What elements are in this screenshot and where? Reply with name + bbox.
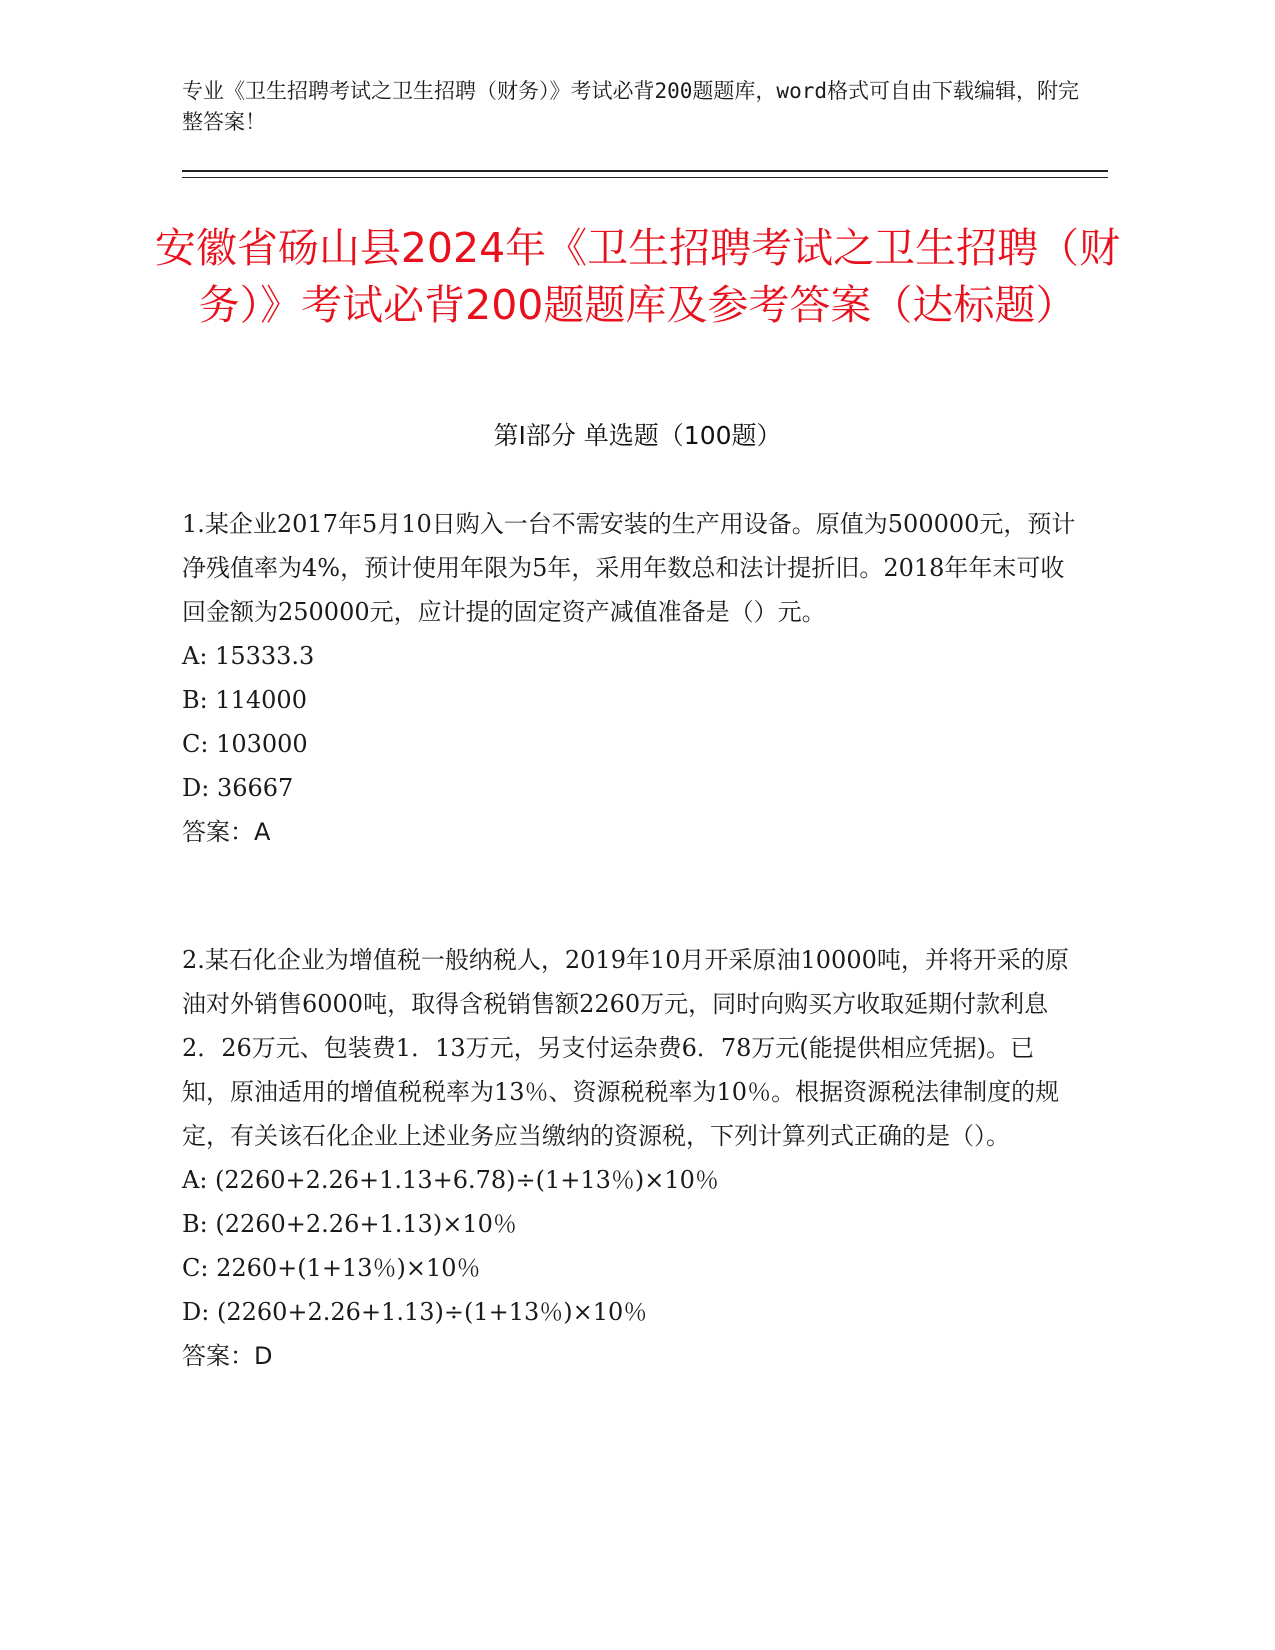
option-a: A: 15333.3 (182, 642, 315, 670)
option-a: A: (2260+2.26+1.13+6.78)÷(1+13％)×10％ (182, 1166, 719, 1194)
option-b: B: (2260+2.26+1.13)×10％ (182, 1210, 517, 1238)
question-1 (182, 502, 1082, 854)
option-b: B: 114000 (182, 686, 307, 714)
question-stem: 2.某石化企业为增值税一般纳税人，2019年10月开采原油10000吨，并将开采的原油对外销售6000吨，取得含税销售额2260万元，同时向购买方收取延期付款利息2．26万元、包装费1．13万元，另支付运杂费6．78万元(能提供相应凭据)。已知，原油适用的增值税税率为13％、资源税税率为10％。根据资源税法律制度的规定，有关该石化企业上述业务应当缴纳的资源税，下列计算列式正确的是（）。 (182, 946, 1069, 1150)
answer: 答案：A (182, 818, 271, 846)
option-d: D: (2260+2.26+1.13)÷(1+13％)×10％ (182, 1298, 648, 1326)
section-title: 第I部分 单选题（100题） (493, 421, 782, 450)
answer: 答案：D (182, 1342, 273, 1370)
document-title: 安徽省砀山县2024年《卫生招聘考试之卫生招聘（财务）》考试必背200题题库及参考答案（达标题） (154, 224, 1121, 329)
header-note: 专业《卫生招聘考试之卫生招聘（财务）》考试必背200题题库，word格式可自由下载编辑，附完整答案！ (182, 79, 1079, 134)
option-d: D: 36667 (182, 774, 294, 802)
option-c: C: 2260+(1+13％)×10％ (182, 1254, 481, 1282)
question-stem: 1.某企业2017年5月10日购入一台不需安装的生产用设备。原值为500000元，预计净残值率为4%，预计使用年限为5年，采用年数总和法计提折旧。2018年年末可收回金额为250000元，应计提的固定资产减值准备是（）元。 (182, 510, 1076, 626)
question-2 (182, 938, 1082, 1378)
header-divider-thick (182, 170, 1108, 172)
header-divider-thin (182, 177, 1108, 178)
option-c: C: 103000 (182, 730, 308, 758)
